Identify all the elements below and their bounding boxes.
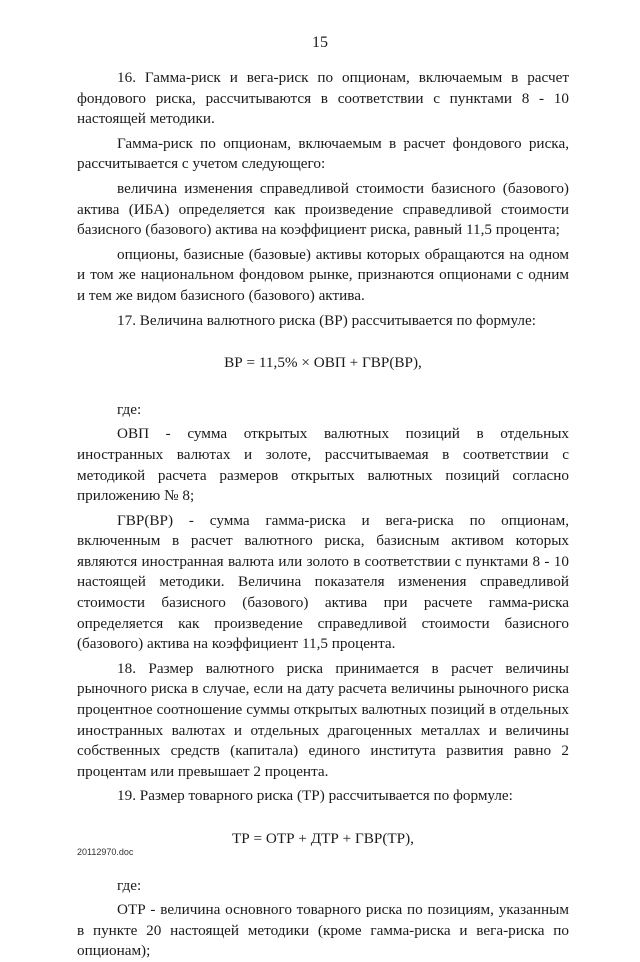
definition-ovp: ОВП - сумма открытых валютных позиций в отдельных иностранных валютах и золоте, рассчитываемая в соответствии с методикой расчета размеров открытых валютных позиций согласно приложению № 8;	[77, 425, 569, 505]
definition-otr: ОТР - величина основного товарного риска по позициям, указанным в пункте 20 настоящей методики (кроме гамма-риска и вега-риска по опционам);	[77, 901, 569, 960]
paragraph-16-options: опционы, базисные (базовые) активы которых обращаются на одном и том же национальном фондовом рынке, признаются опционами с одним и тем же видом базисного (базового) актива.	[77, 245, 569, 304]
document-filename: 20112970.doc	[77, 847, 134, 857]
paragraph-16: 16. Гамма-риск и вега-риск по опционам, включаемым в расчет фондового риска, рассчитываются в соответствии с пунктами 8 - 10 настоящей методики.	[77, 69, 569, 128]
paragraph-19: 19. Размер товарного риска (ТР) рассчитывается по формуле:	[117, 787, 513, 805]
document-body	[77, 68, 569, 962]
formula-currency-risk: ВР = 11,5% × ОВП + ГВР(ВР),	[224, 354, 422, 372]
paragraph-16-gamma-intro: Гамма-риск по опционам, включаемым в расчет фондового риска, рассчитывается с учетом следующего:	[77, 134, 569, 173]
where-label-1: где:	[117, 400, 142, 418]
definition-gvr-vr: ГВР(ВР) - сумма гамма-риска и вега-риска по опционам, включенным в расчет валютного риска, базисным активом которых являются иностранная валюта или золото в соответствии с пунктами 8 - 10 настоящей методики. Величина показателя изменения справедливой стоимости базисного (базового) актива при расчете гамма-риска определяется как произведение справедливой стоимости базисного (базового) актива на коэффициент 11,5 процента.	[77, 511, 569, 653]
paragraph-18: 18. Размер валютного риска принимается в расчет величины рыночного риска в случае, если на дату расчета величины рыночного риска процентное соотношение суммы открытых валютных позиций в отдельных иностранных валютах и отдельных драгоценных металлах и величины собственных средств (капитала) единого института развития равно 2 процентам или превышает 2 процента.	[77, 659, 569, 780]
paragraph-16-iba: величина изменения справедливой стоимости базисного (базового) актива (ИБА) определяется как произведение справедливой стоимости базисного (базового) актива на коэффициент риска, равный 11,5 процента;	[77, 179, 569, 239]
paragraph-17: 17. Величина валютного риска (ВР) рассчитывается по формуле:	[117, 311, 536, 329]
page-number: 15	[312, 34, 328, 51]
formula-commodity-risk: ТР = ОТР + ДТР + ГВР(ТР),	[232, 830, 414, 847]
where-label-2: где:	[117, 876, 142, 894]
